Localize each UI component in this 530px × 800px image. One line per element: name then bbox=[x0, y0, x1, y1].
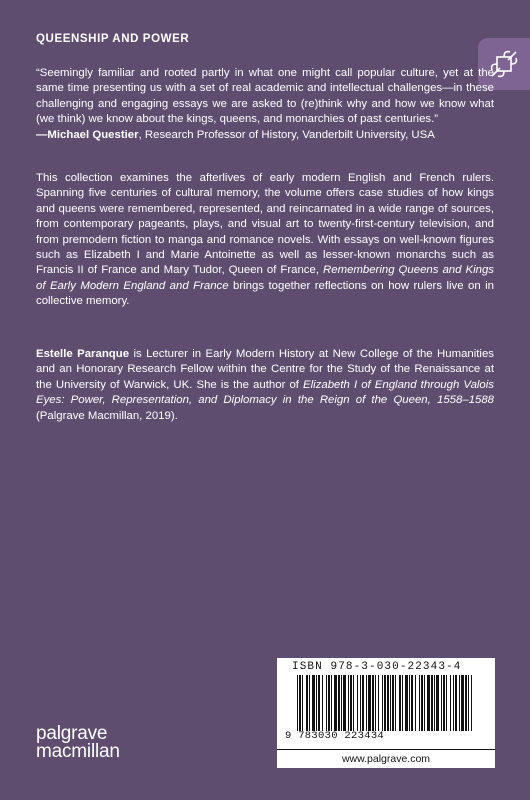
endorsement-block bbox=[36, 66, 494, 143]
description-text-end: brings together reflections on how rulers live on in collective memory. bbox=[36, 279, 494, 308]
endorsement-author: —Michael Questier bbox=[36, 128, 139, 141]
author-previous-book: Elizabeth I of England through Valois Eyes: Power, Representation, and Diplomacy in the Reign of the Queen, 1558–1588 bbox=[36, 378, 494, 407]
barcode-bars bbox=[297, 675, 475, 731]
isbn-barcode bbox=[277, 658, 495, 768]
publisher-url: www.palgrave.com bbox=[277, 749, 495, 768]
publisher-wordmark bbox=[36, 725, 120, 761]
description-text: This collection examines the afterlives of early modern English and French rulers. Spanning five centuries of cultural memory, the volume offers case studies of how kings and queens were remembered, represented, and reincarnated in a wide range of sources, from contemporary pageants, plays, and visual art to twenty-first-century television, and from premodern fiction to manga and romance novels. With essays on well-known figures such as Elizabeth I and Marie Antoinette as well as lesser-known monarchs such as Francis II of France and Mary Tudor, Queen of France, bbox=[36, 172, 494, 277]
publisher-name-line2: macmillan bbox=[36, 741, 120, 762]
ean-digits: 9 783030 223434 bbox=[285, 730, 385, 742]
endorsement-credit bbox=[36, 128, 494, 143]
author-name: Estelle Paranque bbox=[36, 348, 130, 360]
isbn-label: ISBN 978-3-030-22343-4 bbox=[292, 661, 462, 673]
series-title: QUEENSHIP AND POWER bbox=[36, 33, 190, 45]
book-description bbox=[36, 171, 494, 310]
author-bio-text-end: (Palgrave Macmillan, 2019). bbox=[36, 409, 178, 422]
description-book-title: Remembering Queens and Kings of Early Modern England and France bbox=[36, 264, 494, 292]
author-bio-text: is Lecturer in Early Modern History at New College of the Humanities and an Honorary Research Fellow within the Centre for the Study of the Renaissance at the University of Warwick, UK. She is the author of bbox=[36, 348, 494, 391]
endorsement-quote: “Seemingly familiar and rooted partly in what one might call popular culture, yet at the same time presenting us with a set of real academic and intellectual challenges—in these challenging and engaging essays we are asked to (re)think why and how we know what (we think) we know about the kings, queens, and monarchies of past centuries.” bbox=[36, 67, 494, 126]
publisher-name-line1: palgrave bbox=[36, 723, 108, 744]
author-bio bbox=[36, 347, 494, 424]
endorsement-affiliation: , Research Professor of History, Vanderbilt University, USA bbox=[138, 128, 435, 141]
